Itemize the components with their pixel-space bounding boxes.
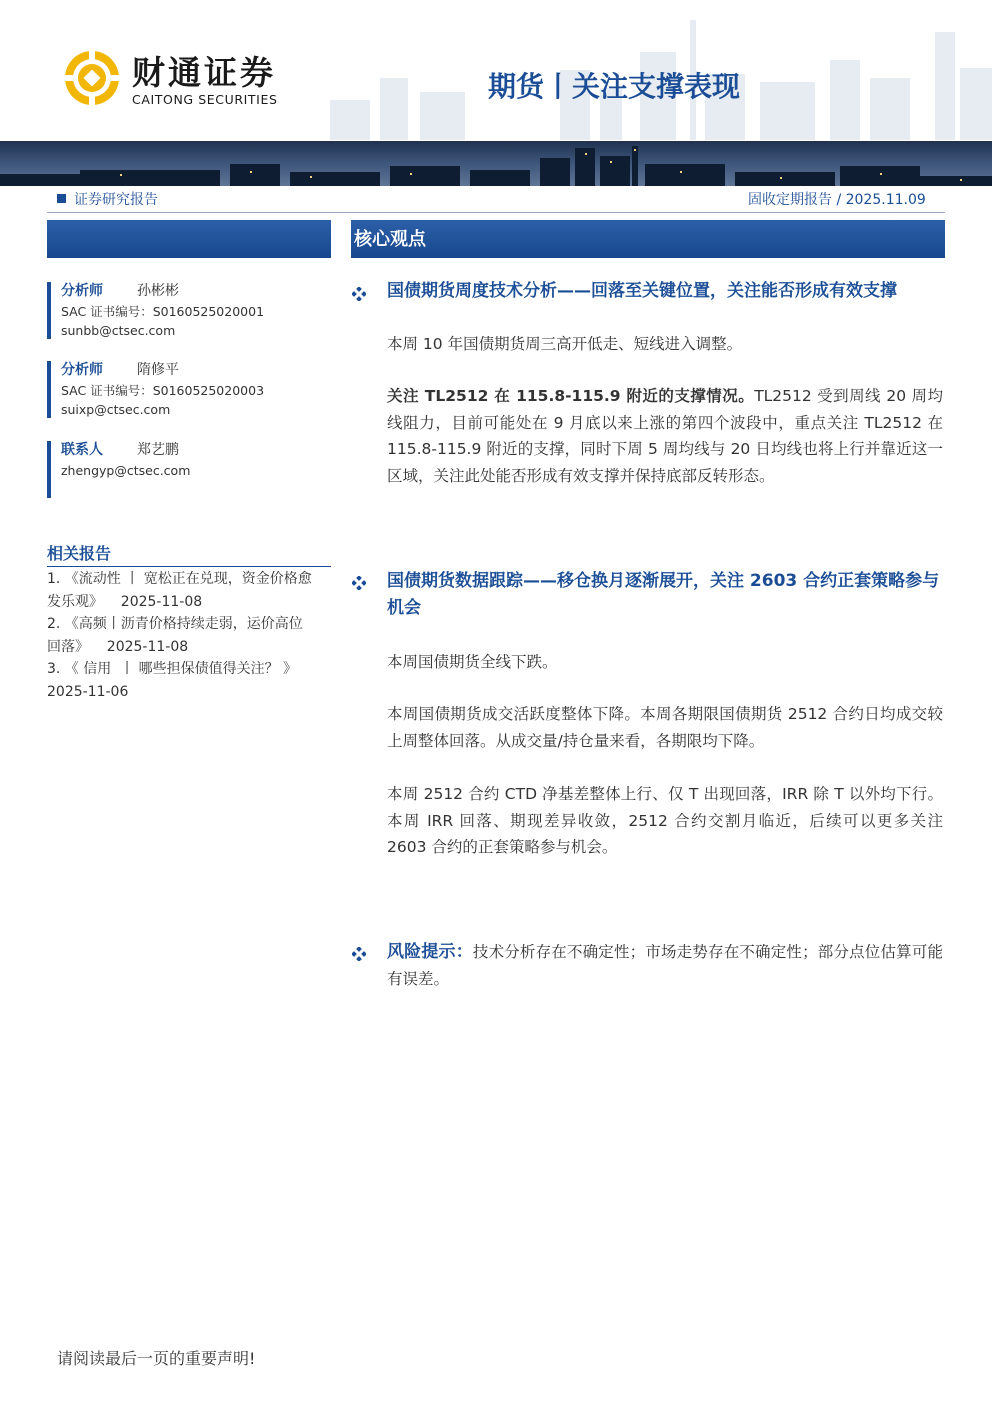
- related-report-line: 发乐观》 2025-11-08: [47, 593, 203, 610]
- paragraph: 本周 10 年国债期货周三高开低走、短线进入调整。: [387, 335, 743, 353]
- paragraph-emphasis: 关注 TL2512 在 115.8-115.9 附近的支撑情况。: [387, 387, 755, 405]
- diamond-bullet-icon: [352, 946, 366, 960]
- accent-bar: [47, 282, 51, 339]
- report-type-label: 证券研究报告: [74, 192, 158, 208]
- accent-bar: [47, 441, 51, 498]
- analyst-email[interactable]: sunbb@ctsec.com: [61, 323, 176, 338]
- square-bullet-icon: [57, 194, 66, 203]
- brand-name-en: CAITONG SECURITIES: [132, 92, 278, 107]
- risk-label: 风险提示：: [387, 942, 473, 962]
- analyst-sac: SAC 证书编号：S0160525020003: [61, 383, 265, 398]
- analyst-role: 分析师: [61, 362, 103, 378]
- related-report-item[interactable]: [47, 613, 333, 658]
- paragraph: 本周国债期货全线下跌。: [387, 653, 558, 671]
- related-report-item[interactable]: [47, 658, 333, 703]
- brand-name-cn: 财通证券: [132, 53, 276, 92]
- analyst-card: [47, 282, 331, 339]
- related-report-line: 1. 《流动性 丨 宽松正在兑现，资金价格愈: [47, 571, 312, 587]
- accent-bar: [47, 361, 51, 418]
- paragraph: 本周 2512 合约 CTD 净基差整体上行、仅 T 出现回落，IRR 除 T 以外均下行。本周 IRR 回落、期现差异收敛，2512 合约交割月临近，后续可以更多关注 2603 合约的正套策略参与机会。: [387, 785, 943, 856]
- analyst-role: 分析师: [61, 283, 103, 299]
- caitong-logo-icon: [62, 48, 122, 108]
- analyst-card: [47, 361, 331, 418]
- report-category-date: 固收定期报告 / 2025.11.09: [748, 192, 926, 208]
- report-type: [57, 191, 158, 209]
- related-report-line: 3. 《 信用 丨 哪些担保债值得关注？ 》: [47, 661, 298, 677]
- contact-email[interactable]: zhengyp@ctsec.com: [61, 463, 191, 478]
- paragraph: [387, 383, 943, 489]
- related-reports-title: 相关报告: [47, 544, 112, 563]
- risk-warning: [387, 939, 943, 992]
- section-heading: 国债期货周度技术分析——回落至关键位置，关注能否形成有效支撑: [387, 281, 897, 301]
- diamond-bullet-icon: [352, 575, 366, 589]
- section-heading: 国债期货数据跟踪——移仓换月逐渐展开，关注 2603 合约正套策略参与机会: [387, 571, 940, 618]
- diamond-bullet-icon: [352, 286, 366, 300]
- paragraph: 本周国债期货成交活跃度整体下降。本周各期限国债期货 2512 合约日均成交较上周整体回落。从成交量/持仓量来看，各期限均下降。: [387, 705, 943, 750]
- analyst-email[interactable]: suixp@ctsec.com: [61, 402, 171, 417]
- related-report-item[interactable]: [47, 568, 333, 613]
- core-view-title: 核心观点: [354, 229, 426, 250]
- analyst-sac: SAC 证书编号：S0160525020001: [61, 304, 265, 319]
- report-title: 期货丨关注支撑表现: [488, 70, 741, 103]
- related-report-line: 2025-11-06: [47, 683, 129, 700]
- analyst-name: 孙彬彬: [137, 283, 179, 299]
- risk-text: 技术分析存在不确定性；市场走势存在不确定性；部分点位估算可能有误差。: [387, 943, 943, 988]
- sidebar-header-bar: [47, 220, 331, 258]
- footer-disclaimer: 请阅读最后一页的重要声明!: [57, 1349, 256, 1368]
- related-report-line: 回落》 2025-11-08: [47, 638, 189, 655]
- contact-role: 联系人: [61, 442, 103, 458]
- city-night-image: [0, 141, 992, 186]
- paragraph-text: TL2512 受到周线 20 周均线阻力，目前可能处在 9 月底以来上涨的第四个波段中，重点关注 TL2512 在 115.8-115.9 附近的支撑，同时下周 5 周均线与 20 日均线也将上行并靠近这一区域，关注此处能否形成有效支撑并保持底部反转形态。: [387, 387, 943, 485]
- core-view-bar: [351, 220, 945, 258]
- related-report-line: 2. 《高频丨沥青价格持续走弱，运价高位: [47, 616, 303, 632]
- contact-name: 郑艺鹏: [137, 442, 179, 458]
- divider: [47, 212, 945, 213]
- divider: [47, 566, 331, 567]
- analyst-name: 隋修平: [137, 362, 179, 378]
- contact-card: [47, 441, 331, 498]
